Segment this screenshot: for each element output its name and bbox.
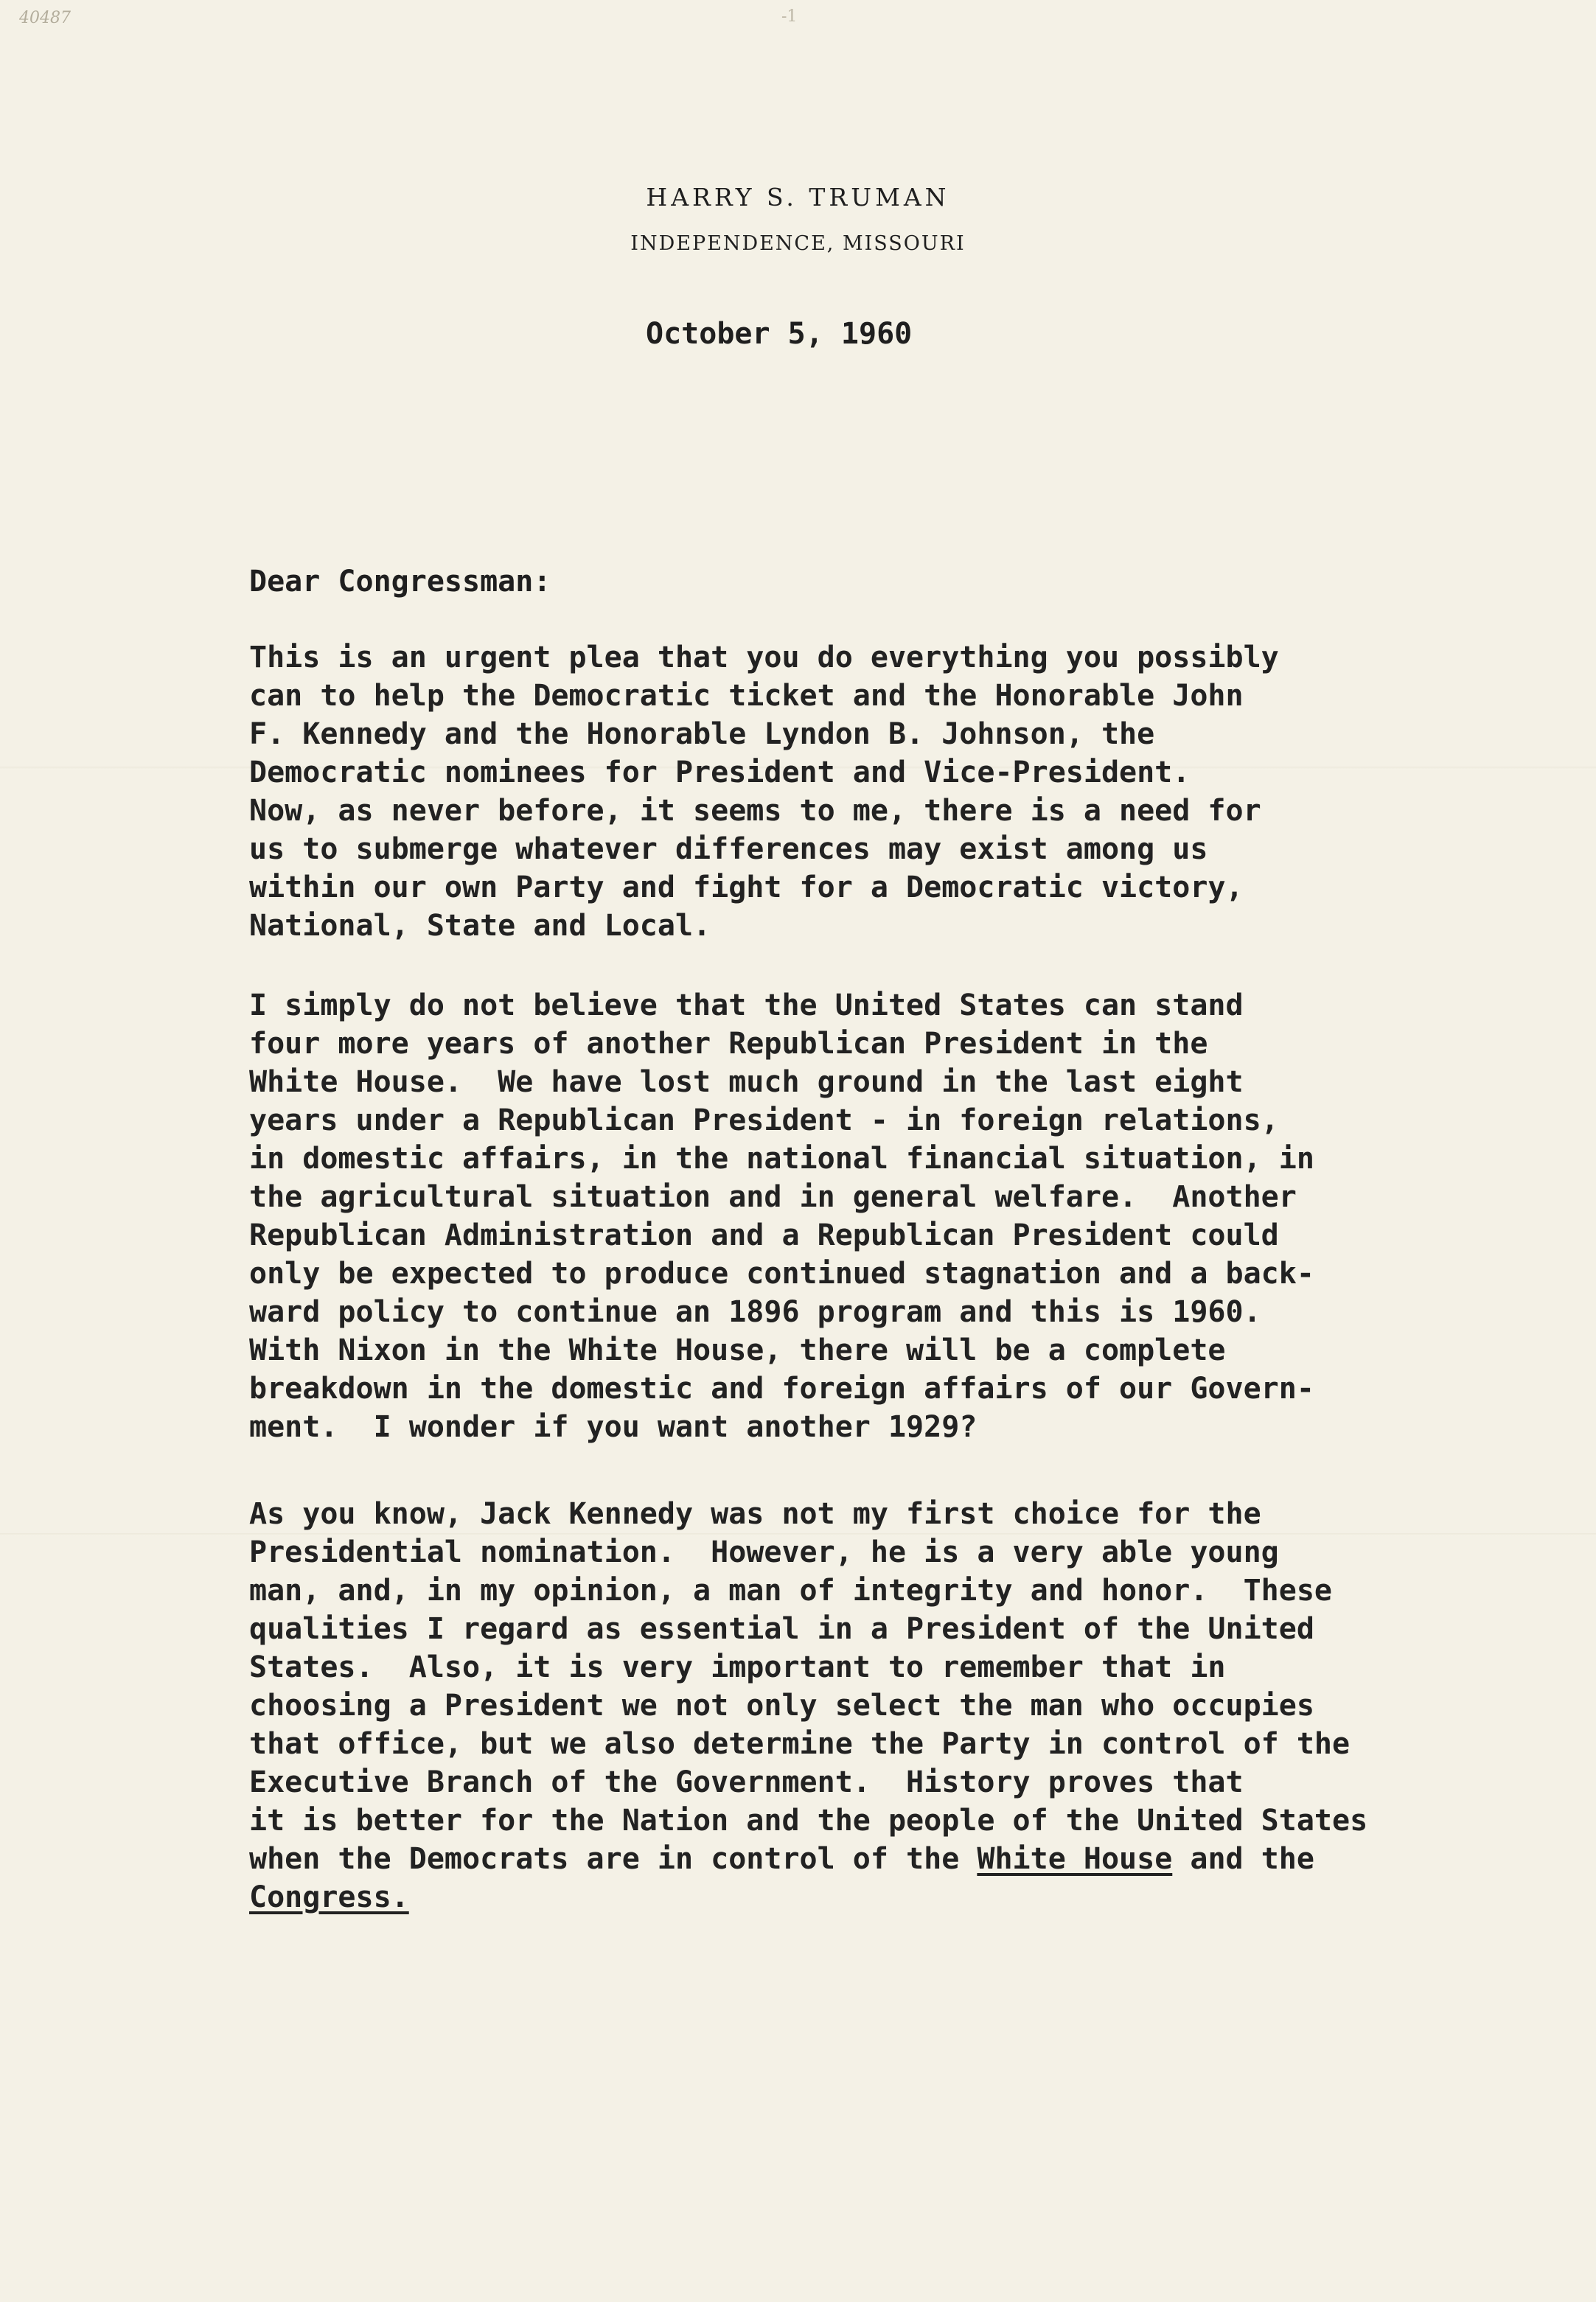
underlined-white-house: White House bbox=[977, 1842, 1173, 1876]
text-line: Executive Branch of the Government. History proves that bbox=[249, 1765, 1244, 1799]
paragraph-2 bbox=[249, 986, 1314, 1446]
letterhead-place: INDEPENDENCE, MISSOURI bbox=[630, 232, 966, 255]
text-line: within our own Party and fight for a Democratic victory, bbox=[249, 871, 1244, 904]
text-line: years under a Republican President - in foreign relations, bbox=[249, 1103, 1279, 1137]
text-line: Now, as never before, it seems to me, there is a need for bbox=[249, 794, 1261, 828]
text-line: National, State and Local. bbox=[249, 909, 711, 943]
text-line bbox=[249, 1878, 1367, 1916]
salutation: Dear Congressman: bbox=[249, 565, 551, 599]
paragraph-3 bbox=[249, 1495, 1367, 1916]
archive-number: 40487 bbox=[19, 9, 71, 27]
text-line: Democratic nominees for President and Vice-President. bbox=[249, 756, 1191, 789]
text-line: I simply do not believe that the United States can stand bbox=[249, 988, 1244, 1022]
text-line: F. Kennedy and the Honorable Lyndon B. Johnson, the bbox=[249, 717, 1155, 751]
text-line: As you know, Jack Kennedy was not my first choice for the bbox=[249, 1497, 1261, 1531]
text-line: it is better for the Nation and the people of the United States bbox=[249, 1804, 1368, 1838]
letterhead-name: HARRY S. TRUMAN bbox=[646, 183, 950, 212]
text-segment: when the Democrats are in control of the bbox=[249, 1842, 978, 1876]
text-line: Presidential nomination. However, he is a very able young bbox=[249, 1535, 1279, 1569]
text-line: man, and, in my opinion, a man of integrity and honor. These bbox=[249, 1574, 1333, 1608]
text-line: With Nixon in the White House, there will be a complete bbox=[249, 1333, 1226, 1367]
text-line: breakdown in the domestic and foreign affairs of our Govern- bbox=[249, 1372, 1314, 1406]
text-line: in domestic affairs, in the national financial situation, in bbox=[249, 1142, 1314, 1176]
text-line: ment. I wonder if you want another 1929? bbox=[249, 1410, 978, 1444]
text-line: can to help the Democratic ticket and the Honorable John bbox=[249, 679, 1244, 713]
text-line: us to submerge whatever differences may exist among us bbox=[249, 832, 1208, 866]
text-segment: and the bbox=[1172, 1842, 1314, 1876]
text-line: choosing a President we not only select the man who occupies bbox=[249, 1689, 1314, 1723]
paragraph-1 bbox=[249, 638, 1279, 945]
text-line: White House. We have lost much ground in the last eight bbox=[249, 1065, 1244, 1099]
text-line: ward policy to continue an 1896 program and this is 1960. bbox=[249, 1295, 1261, 1329]
text-line: States. Also, it is very important to remember that in bbox=[249, 1650, 1226, 1684]
text-line: only be expected to produce continued stagnation and a back- bbox=[249, 1257, 1314, 1291]
text-line: that office, but we also determine the Party in control of the bbox=[249, 1727, 1351, 1761]
text-line bbox=[249, 1840, 1367, 1878]
underlined-congress: Congress. bbox=[249, 1880, 409, 1914]
text-line: Republican Administration and a Republican President could bbox=[249, 1218, 1279, 1252]
text-line: the agricultural situation and in general welfare. Another bbox=[249, 1180, 1297, 1214]
text-line: four more years of another Republican President in the bbox=[249, 1027, 1208, 1061]
text-line: qualities I regard as essential in a President of the United bbox=[249, 1612, 1314, 1646]
letter-date: October 5, 1960 bbox=[646, 317, 913, 351]
page-number: -1 bbox=[781, 7, 798, 26]
text-line: This is an urgent plea that you do everything you possibly bbox=[249, 641, 1279, 674]
